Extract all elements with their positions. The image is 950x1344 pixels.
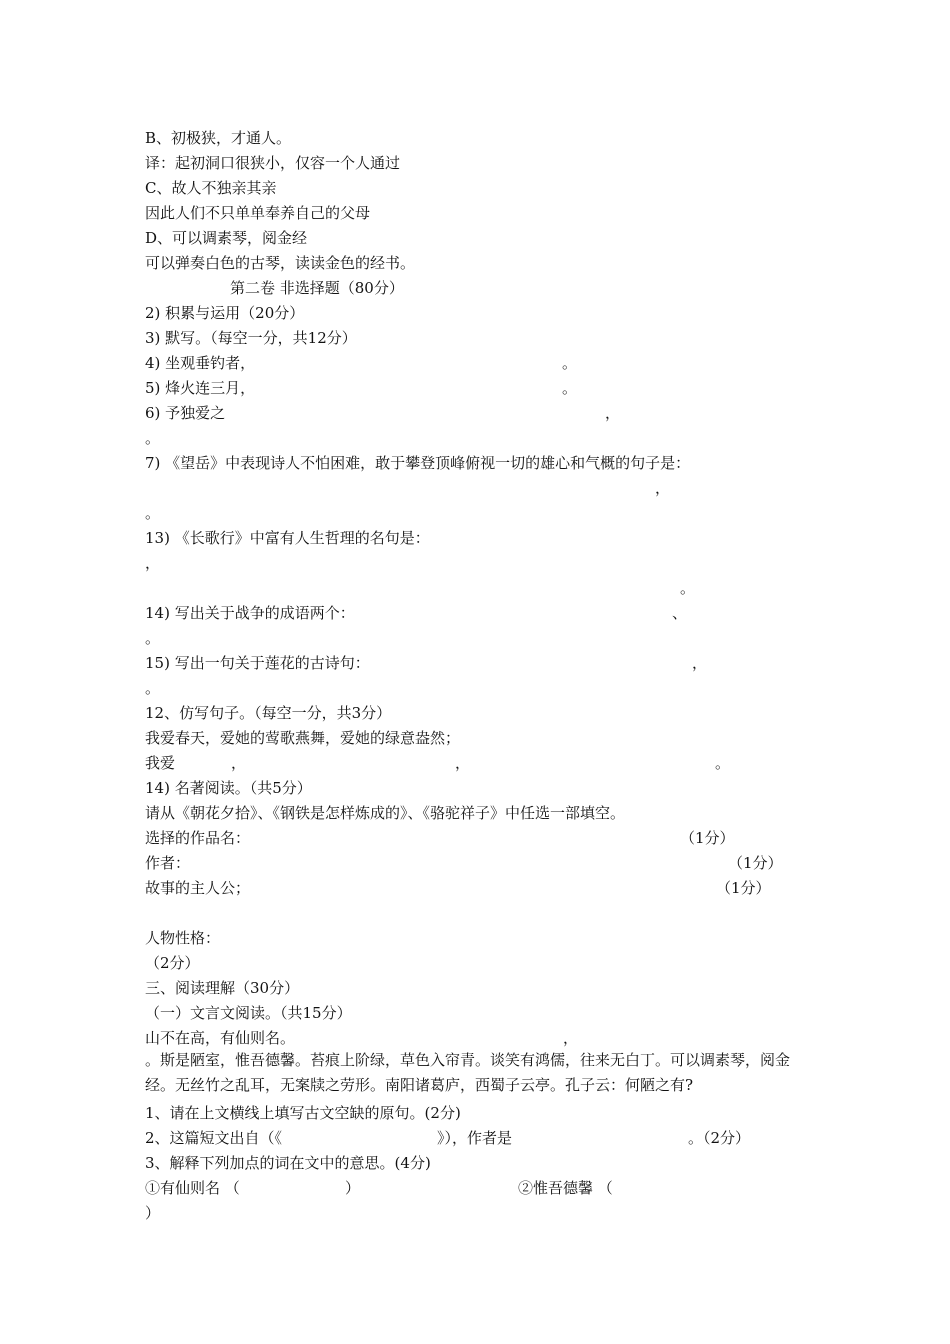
answer-b: B、初极狭，才通人。 <box>145 129 292 147</box>
work-title-label: 选择的作品名： <box>145 829 251 847</box>
question-7: 7) 《望岳》中表现诗人不怕困难，敢于攀登顶峰俯视一切的雄心和气概的句子是： <box>145 454 691 472</box>
author-score: （1分） <box>728 854 783 872</box>
question-14-end: 。 <box>145 629 161 647</box>
question-6: 6) 予独爱之 <box>145 404 226 422</box>
question-13-comma: ， <box>145 554 161 572</box>
question-12-comma-2: ， <box>455 754 471 772</box>
question-7-comma: ， <box>655 479 671 497</box>
translation-c: 因此人们不只单单奉养自己的父母 <box>145 204 371 222</box>
question-6-end: 。 <box>145 429 161 447</box>
question-13: 13) 《长歌行》中富有人生哲理的名句是： <box>145 529 430 547</box>
work-title-score: （1分） <box>680 829 735 847</box>
question-15-comma: ， <box>692 654 708 672</box>
question-5-end: 。 <box>562 379 578 397</box>
question-14-separator: 、 <box>672 604 688 622</box>
question-12-example: 我爱春天，爱她的莺歌燕舞，爱她的绿意盎然； <box>145 729 461 747</box>
reading-question-1: 1、请在上文横线上填写古文空缺的原句。(2分) <box>145 1104 461 1122</box>
translation-d: 可以弹奏白色的古琴，读读金色的经书。 <box>145 254 416 272</box>
classics-instruction: 请从《朝花夕拾》、《钢铁是怎样炼成的》、《骆驼祥子》中任选一部填空。 <box>145 804 626 822</box>
reading-question-3-item-1: ①有仙则名 （ <box>145 1179 240 1197</box>
question-12-prompt: 我爱 <box>145 754 176 772</box>
question-4-end: 。 <box>562 354 578 372</box>
reading-question-3-item-1-end: ） <box>345 1179 361 1197</box>
reading-question-3: 3、解释下列加点的词在文中的意思。(4分) <box>145 1154 431 1172</box>
question-3: 3) 默写。（每空一分，共12分） <box>145 329 357 347</box>
answer-d: D、可以调素琴，阅金经 <box>145 229 308 247</box>
question-12-end: 。 <box>715 754 731 772</box>
passage-start: 山不在高，有仙则名。 <box>145 1029 296 1047</box>
passage-body: 。斯是陋室，惟吾德馨。苔痕上阶绿，草色入帘青。谈笑有鸿儒，往来无白丁。可以调素琴，阅金经。无丝竹之乱耳，无案牍之劳形。南阳诸葛庐，西蜀子云亭。孔子云：何陋之有? <box>145 1051 791 1094</box>
character-score: （2分） <box>145 954 200 972</box>
reading-question-2-mid: 》），作者是 <box>437 1129 513 1147</box>
passage-comma: ， <box>563 1029 579 1047</box>
answer-c: C、故人不独亲其亲 <box>145 179 277 197</box>
reading-question-3-item-2-end: ） <box>145 1204 161 1222</box>
question-14-war-idioms: 14) 写出关于战争的成语两个： <box>145 604 355 622</box>
section3-title: 三、阅读理解（30分） <box>145 979 300 997</box>
question-13-end: 。 <box>680 579 696 597</box>
character-label: 人物性格： <box>145 929 221 947</box>
question-5: 5) 烽火连三月， <box>145 379 256 397</box>
question-7-end: 。 <box>145 504 161 522</box>
question-6-comma: ， <box>605 404 621 422</box>
protagonist-label: 故事的主人公； <box>145 879 251 897</box>
reading-question-2-end: 。（2分） <box>688 1129 751 1147</box>
question-15: 15) 写出一句关于莲花的古诗句： <box>145 654 370 672</box>
subsection-1-title: （一）文言文阅读。（共15分） <box>145 1004 352 1022</box>
question-12-comma-1: ， <box>231 754 247 772</box>
translation-b: 译：起初洞口很狭小，仅容一个人通过 <box>145 154 401 172</box>
question-4: 4) 坐观垂钓者， <box>145 354 256 372</box>
author-label: 作者： <box>145 854 191 872</box>
question-12: 12、仿写句子。（每空一分，共3分） <box>145 704 392 722</box>
protagonist-score: （1分） <box>716 879 771 897</box>
reading-question-2: 2、这篇短文出自（《 <box>145 1129 283 1147</box>
section2-title: 第二卷 非选择题（80分） <box>230 279 404 297</box>
reading-question-3-item-2: ②惟吾德馨 （ <box>518 1179 613 1197</box>
question-14-classics: 14) 名著阅读。（共5分） <box>145 779 312 797</box>
question-15-end: 。 <box>145 679 161 697</box>
question-2: 2) 积累与运用（20分） <box>145 304 305 322</box>
